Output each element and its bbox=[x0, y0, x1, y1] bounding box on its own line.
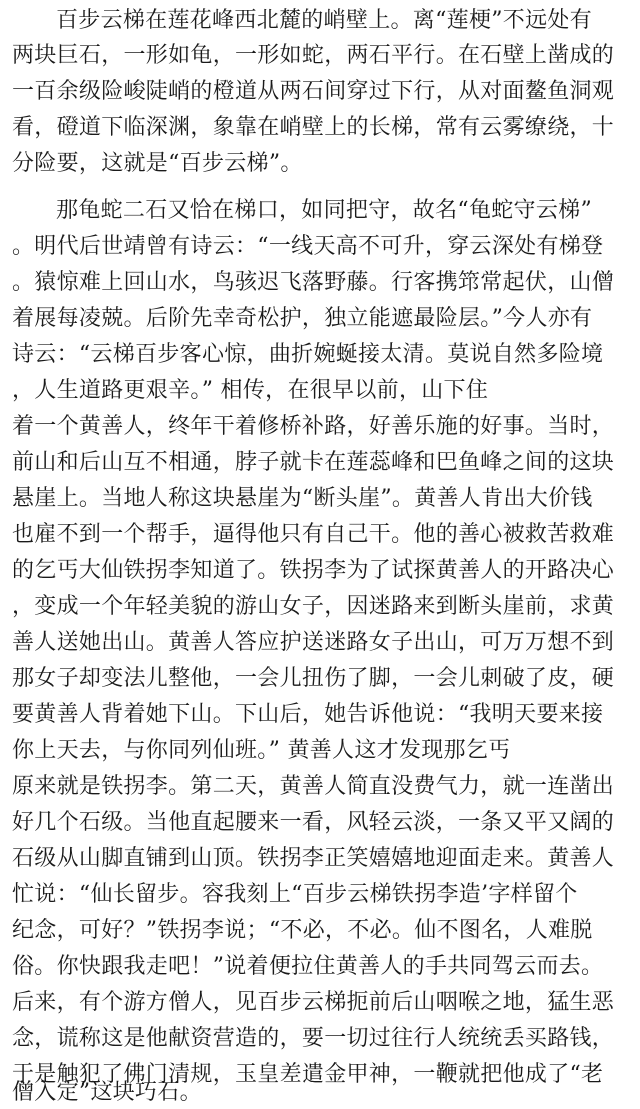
text-line: 也雇不到一个帮手，逼得他只有自己干。他的善心被救苦救难 bbox=[12, 522, 615, 547]
text-line: ，变成一个年轻美貌的游山女子，因迷路来到断头崖前，求黄 bbox=[12, 594, 615, 619]
text-line: 纪念，可好？”铁拐李说；“不必，不必。仙不图名，人难脱 bbox=[12, 918, 593, 943]
text-line: 看，磴道下临深渊，象靠在峭壁上的长梯，常有云雾缭绕，十 bbox=[12, 115, 615, 140]
text-line: 念，谎称这是他献资营造的，要一切过往行人统统丢买路钱， bbox=[12, 1026, 615, 1051]
text-line: 善人送她出山。黄善人答应护送迷路女子出山，可万万想不到 bbox=[12, 630, 615, 655]
text-line: 忙说：“仙长留步。容我刻上“百步云梯铁拐李造’字样留个 bbox=[12, 882, 578, 907]
text-line: 后来，有个游方僧人，见百步云梯扼前后山咽喉之地，猛生恶 bbox=[12, 990, 615, 1015]
text-line: 分险要，这就是“百步云梯”。 bbox=[12, 151, 303, 176]
text-line: 。明代后世靖曾有诗云：“一线天高不可升，穿云深处有梯登 bbox=[12, 234, 604, 259]
text-line: ，人生道路更艰辛。” 相传，在很早以前，山下住 bbox=[12, 378, 489, 403]
text-line: 那女子却变法儿整他，一会儿扭伤了脚，一会儿刺破了皮，硬 bbox=[12, 666, 615, 691]
text-line: 僧入定”这块巧石。 bbox=[12, 1080, 202, 1105]
text-line: 好几个石级。当他直起腰来一看，风轻云淡，一条又平又阔的 bbox=[12, 810, 615, 835]
text-line: 你上天去，与你同列仙班。” 黄善人这才发现那乞丐 bbox=[12, 738, 511, 763]
text-line: 百步云梯在莲花峰西北麓的峭壁上。离“莲梗”不远处有 bbox=[56, 8, 592, 33]
text-line: 悬崖上。当地人称这块悬崖为“断头崖”。黄善人肯出大价钱 bbox=[12, 486, 593, 511]
text-line: 石级从山脚直铺到山顶。铁拐李正笑嬉嬉地迎面走来。黄善人 bbox=[12, 846, 615, 871]
text-line: 前山和后山互不相通，脖子就卡在莲蕊峰和巴鱼峰之间的这块 bbox=[12, 450, 615, 475]
text-line: 诗云：“云梯百步客心惊，曲折婉蜒接太清。莫说自然多险境 bbox=[12, 342, 604, 367]
text-line: 那龟蛇二石又恰在梯口，如同把守，故名“龟蛇守云梯” bbox=[56, 198, 592, 223]
text-line: 着展每凌兢。后阶先幸奇松护，独立能遮最险层。”今人亦有 bbox=[12, 306, 593, 331]
text-line: 俗。你快跟我走吧！”说着便拉住黄善人的手共同驾云而去。 bbox=[12, 954, 604, 979]
text-line: 一百余级险峻陡峭的橙道从两石间穿过下行，从对面鳌鱼洞观 bbox=[12, 79, 615, 104]
text-line: 要黄善人背着她下山。下山后，她告诉他说：“我明天要来接 bbox=[12, 702, 604, 727]
text-line: 于是触犯了佛门清规，玉皇差遣金甲神，一鞭就把他成了“老 bbox=[12, 1062, 604, 1087]
text-line: 。猿惊难上回山水，鸟骇迟飞落野藤。行客携筇常起伏，山僧 bbox=[12, 270, 615, 295]
text-line: 原来就是铁拐李。第二天，黄善人简直没费气力，就一连凿出 bbox=[12, 774, 615, 799]
text-line: 两块巨石，一形如龟，一形如蛇，两石平行。在石壁上凿成的 bbox=[12, 43, 615, 68]
text-line: 着一个黄善人，终年干着修桥补路，好善乐施的好事。当时， bbox=[12, 414, 615, 439]
text-line: 的乞丐大仙铁拐李知道了。铁拐李为了试探黄善人的开路决心 bbox=[12, 558, 615, 583]
